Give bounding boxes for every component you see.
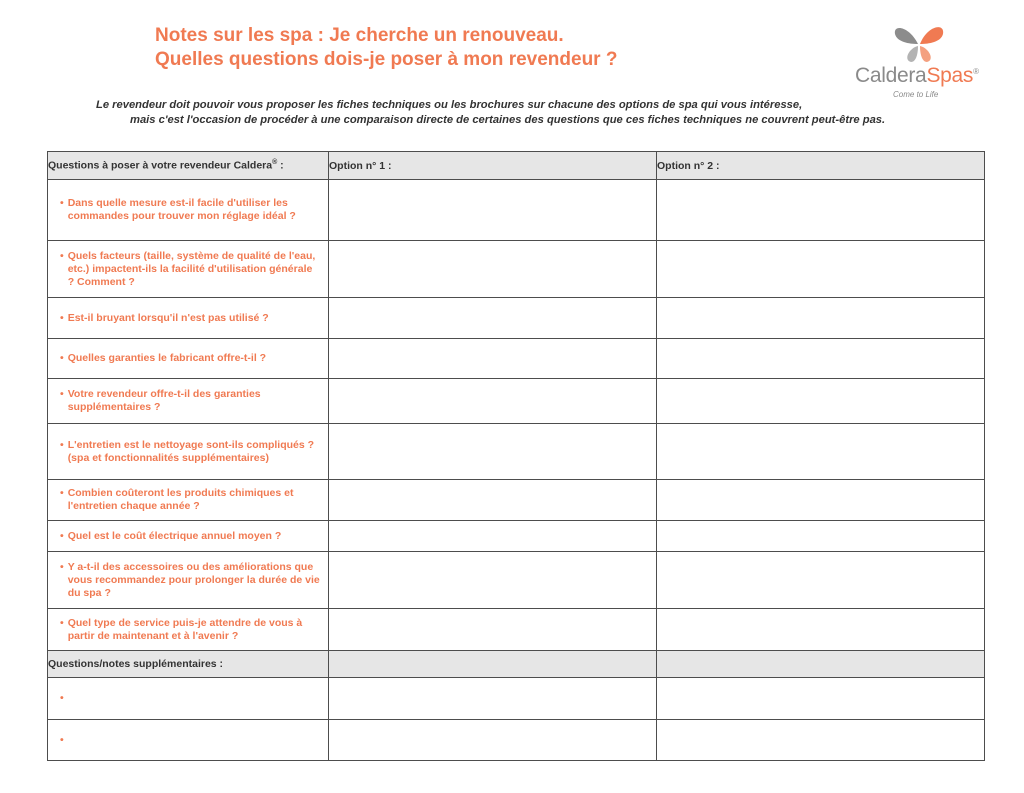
option-1-answer-cell[interactable]: [329, 424, 657, 480]
table-row: [48, 720, 985, 761]
option-1-answer-cell[interactable]: [329, 241, 657, 298]
option-2-answer-cell[interactable]: [657, 241, 985, 298]
table-row: [48, 678, 985, 720]
option-2-answer-cell[interactable]: [657, 339, 985, 379]
page-title: [155, 24, 617, 72]
option-2-answer-cell[interactable]: [657, 298, 985, 339]
option-2-answer-cell[interactable]: [657, 609, 985, 651]
additional-header-blank: [329, 651, 657, 678]
brand-caldera: Caldera: [855, 64, 927, 87]
intro-line-2: mais c'est l'occasion de procéder à une comparaison directe de certaines des questions que ces fiches techniques ne couvrent peut-être pas.: [130, 114, 886, 126]
question-cell: • Y a-t-il des accessoires ou des améliorations que vous recommandez pour prolonger la durée de vie du spa ?: [48, 552, 329, 609]
header-questions: Questions à poser à votre revendeur Caldera® :: [48, 152, 329, 180]
table-row: [48, 552, 985, 609]
question-cell: • Quel est le coût électrique annuel moyen ?: [48, 521, 329, 552]
title-line-1: Notes sur les spa : Je cherche un renouveau.: [155, 25, 564, 46]
question-cell: • Votre revendeur offre-t-il des garanties supplémentaires ?: [48, 379, 329, 424]
header-option-2: Option n° 2 :: [657, 152, 985, 180]
brand-spas: Spas: [926, 64, 974, 87]
caldera-spas-logo: [855, 22, 990, 102]
question-cell: • Quelles garanties le fabricant offre-t-il ?: [48, 339, 329, 379]
table-row: [48, 609, 985, 651]
table-row: [48, 424, 985, 480]
question-cell: • Combien coûteront les produits chimiques et l'entretien chaque année ?: [48, 480, 329, 521]
option-1-answer-cell[interactable]: [329, 480, 657, 521]
intro-line-1: Le revendeur doit pouvoir vous proposer les fiches techniques ou les brochures sur chacune des options de spa qui vous intéresse,: [96, 99, 803, 111]
option-1-answer-cell[interactable]: [329, 180, 657, 241]
intro-text: [80, 98, 960, 128]
table-row: [48, 480, 985, 521]
option-2-answer-cell[interactable]: [657, 424, 985, 480]
option-1-answer-cell[interactable]: [329, 379, 657, 424]
option-1-answer-cell[interactable]: [329, 678, 657, 720]
option-1-answer-cell[interactable]: [329, 339, 657, 379]
brand-name: [855, 64, 979, 88]
option-2-answer-cell[interactable]: [657, 552, 985, 609]
additional-questions-header: Questions/notes supplémentaires :: [48, 651, 329, 678]
option-1-answer-cell[interactable]: [329, 720, 657, 761]
option-2-answer-cell[interactable]: [657, 379, 985, 424]
option-2-answer-cell[interactable]: [657, 678, 985, 720]
header-option-1: Option n° 1 :: [329, 152, 657, 180]
table-row: [48, 379, 985, 424]
additional-question-cell[interactable]: •: [48, 678, 329, 720]
question-cell: • Dans quelle mesure est-il facile d'utiliser les commandes pour trouver mon réglage idéal ?: [48, 180, 329, 241]
question-cell: • Est-il bruyant lorsqu'il n'est pas utilisé ?: [48, 298, 329, 339]
option-2-answer-cell[interactable]: [657, 480, 985, 521]
title-line-2: Quelles questions dois-je poser à mon revendeur ?: [155, 49, 618, 70]
comparison-table: [47, 151, 985, 761]
option-2-answer-cell[interactable]: [657, 521, 985, 552]
table-header-row: [48, 152, 985, 180]
brand-registered: ®: [973, 67, 979, 76]
table-row: [48, 339, 985, 379]
option-1-answer-cell[interactable]: [329, 609, 657, 651]
table-row: [48, 180, 985, 241]
question-cell: • L'entretien est le nettoyage sont-ils compliqués ? (spa et fonctionnalités supplémentaires): [48, 424, 329, 480]
option-2-answer-cell[interactable]: [657, 720, 985, 761]
option-1-answer-cell[interactable]: [329, 552, 657, 609]
additional-header-blank: [657, 651, 985, 678]
option-1-answer-cell[interactable]: [329, 521, 657, 552]
additional-questions-header-row: [48, 651, 985, 678]
option-1-answer-cell[interactable]: [329, 298, 657, 339]
question-cell: • Quels facteurs (taille, système de qualité de l'eau, etc.) impactent-ils la facilité d'utilisation générale ? Comment ?: [48, 241, 329, 298]
table-row: [48, 298, 985, 339]
option-2-answer-cell[interactable]: [657, 180, 985, 241]
table-row: [48, 241, 985, 298]
table-row: [48, 521, 985, 552]
additional-question-cell[interactable]: •: [48, 720, 329, 761]
question-cell: • Quel type de service puis-je attendre de vous à partir de maintenant et à l'avenir ?: [48, 609, 329, 651]
brand-tagline: Come to Life: [893, 90, 939, 99]
butterfly-icon: [891, 22, 947, 64]
